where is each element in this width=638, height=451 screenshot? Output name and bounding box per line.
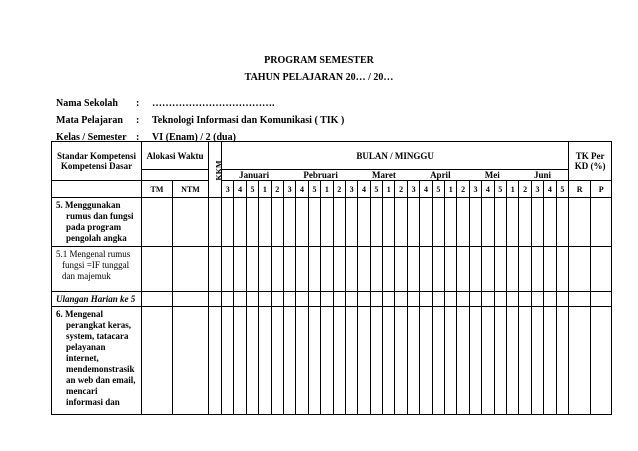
- grid-cell: [271, 247, 283, 292]
- standar-kompetensi-5: [52, 198, 142, 247]
- grid-cell: [482, 292, 494, 307]
- grid-cell: [345, 198, 357, 247]
- grid-cell: [445, 198, 457, 247]
- sk5-line: 5. Menggunakan: [56, 200, 121, 210]
- header-row-3: [52, 181, 612, 198]
- grid-cell: [457, 247, 469, 292]
- kd51-line: 5.1 Mengenal rumus: [56, 249, 131, 259]
- kompetensi-dasar-5-1: [52, 247, 142, 292]
- grid-cell: [259, 198, 271, 247]
- grid-cell: [591, 247, 612, 292]
- row-kd51: [52, 247, 612, 292]
- sk6-line: internet,: [66, 353, 99, 363]
- grid-cell: [445, 307, 457, 415]
- grid-cell: [283, 247, 295, 292]
- ulangan-harian-label: Ulangan Harian ke 5: [52, 292, 142, 307]
- grid-cell: [370, 307, 382, 415]
- week-number: 2: [395, 181, 407, 198]
- grid-cell: [296, 247, 308, 292]
- grid-cell: [544, 247, 556, 292]
- week-number: 3: [531, 181, 543, 198]
- grid-cell: [469, 307, 481, 415]
- sk6-line: mencari: [66, 386, 98, 396]
- sk6-line: mendemonstrasik: [66, 364, 135, 374]
- grid-cell: [519, 307, 531, 415]
- grid-cell: [142, 307, 173, 415]
- grid-cell: [246, 307, 258, 415]
- grid-cell: [142, 292, 173, 307]
- grid-cell: [407, 247, 419, 292]
- page-title: PROGRAM SEMESTER: [264, 55, 374, 66]
- grid-cell: [345, 247, 357, 292]
- grid-cell: [556, 292, 569, 307]
- week-number: 5: [370, 181, 382, 198]
- grid-cell: [271, 307, 283, 415]
- week-number: 3: [469, 181, 481, 198]
- week-number: 1: [507, 181, 519, 198]
- grid-cell: [544, 198, 556, 247]
- week-number: 2: [457, 181, 469, 198]
- months-list: [222, 170, 568, 180]
- grid-cell: [283, 198, 295, 247]
- grid-cell: [321, 198, 333, 247]
- week-number: 4: [296, 181, 308, 198]
- grid-cell: [222, 307, 234, 415]
- kkm-label: KKM: [214, 160, 224, 180]
- week-number: 2: [519, 181, 531, 198]
- sk5-line: pada program: [66, 222, 122, 232]
- grid-cell: [507, 198, 519, 247]
- grid-cell: [246, 198, 258, 247]
- bulan-minggu-header: BULAN / MINGGU: [222, 142, 569, 170]
- week-number: 5: [308, 181, 320, 198]
- grid-cell: [569, 198, 591, 247]
- tk-r-header: R: [569, 181, 591, 198]
- week-number: 4: [358, 181, 370, 198]
- week-number: 4: [544, 181, 556, 198]
- info-label: Kelas / Semester: [56, 132, 127, 143]
- week-number: 1: [445, 181, 457, 198]
- grid-cell: [420, 198, 432, 247]
- grid-cell: [519, 247, 531, 292]
- grid-cell: [494, 292, 506, 307]
- grid-cell: [370, 247, 382, 292]
- grid-cell: [271, 292, 283, 307]
- grid-cell: [142, 198, 173, 247]
- grid-cell: [591, 292, 612, 307]
- info-label: Nama Sekolah: [56, 98, 118, 109]
- grid-cell: [457, 198, 469, 247]
- grid-cell: [457, 307, 469, 415]
- month-label: Pebruari: [303, 170, 338, 180]
- info-value: Teknologi Informasi dan Komunikasi ( TIK ): [152, 115, 345, 126]
- grid-cell: [569, 292, 591, 307]
- grid-cell: [432, 198, 444, 247]
- week-number: 4: [420, 181, 432, 198]
- sk6-line: perangkat keras,: [66, 320, 131, 330]
- grid-cell: [234, 198, 246, 247]
- month-label: Maret: [372, 170, 396, 180]
- grid-cell: [308, 307, 320, 415]
- grid-cell: [283, 292, 295, 307]
- grid-cell: [591, 198, 612, 247]
- grid-cell: [556, 307, 569, 415]
- grid-cell: [296, 292, 308, 307]
- grid-cell: [246, 292, 258, 307]
- grid-cell: [432, 307, 444, 415]
- grid-cell: [296, 198, 308, 247]
- month-label: Mei: [484, 170, 500, 180]
- standar-kompetensi-6: [52, 307, 142, 415]
- grid-cell: [283, 307, 295, 415]
- grid-cell: [222, 198, 234, 247]
- grid-cell: [209, 198, 222, 247]
- grid-cell: [445, 292, 457, 307]
- tk-p-header: P: [591, 181, 612, 198]
- grid-cell: [482, 307, 494, 415]
- grid-cell: [370, 198, 382, 247]
- grid-cell: [507, 292, 519, 307]
- grid-cell: [370, 292, 382, 307]
- page-subtitle: TAHUN PELAJARAN 20… / 20…: [244, 72, 394, 83]
- grid-cell: [569, 247, 591, 292]
- grid-cell: [345, 292, 357, 307]
- grid-cell: [345, 307, 357, 415]
- grid-cell: [569, 307, 591, 415]
- info-value: ……………………………….: [152, 98, 275, 109]
- grid-cell: [407, 307, 419, 415]
- grid-cell: [407, 198, 419, 247]
- grid-cell: [432, 292, 444, 307]
- months-header: [222, 170, 569, 181]
- month-label: Juni: [533, 170, 551, 180]
- grid-cell: [531, 292, 543, 307]
- grid-cell: [383, 247, 395, 292]
- grid-cell: [531, 247, 543, 292]
- grid-cell: [420, 247, 432, 292]
- grid-cell: [222, 292, 234, 307]
- grid-cell: [494, 247, 506, 292]
- info-colon: :: [136, 132, 140, 143]
- week-number: 3: [222, 181, 234, 198]
- grid-cell: [395, 292, 407, 307]
- week-number: 3: [283, 181, 295, 198]
- grid-cell: [333, 307, 345, 415]
- week-number: 4: [234, 181, 246, 198]
- grid-cell: [321, 292, 333, 307]
- grid-cell: [259, 307, 271, 415]
- sk6-line: 6. Mengenal: [56, 309, 103, 319]
- grid-cell: [383, 292, 395, 307]
- month-label: Januari: [239, 170, 270, 180]
- kd51-line: dan majemuk: [62, 271, 111, 281]
- week-number: 3: [345, 181, 357, 198]
- grid-cell: [296, 307, 308, 415]
- kkm-header: [209, 142, 222, 198]
- grid-cell: [494, 198, 506, 247]
- sk6-line: informasi dan: [66, 397, 120, 407]
- grid-cell: [246, 247, 258, 292]
- alokasi-spacer: [142, 170, 209, 181]
- grid-cell: [321, 247, 333, 292]
- grid-cell: [333, 198, 345, 247]
- grid-cell: [358, 292, 370, 307]
- alokasi-waktu-header: Alokasi Waktu: [142, 142, 209, 170]
- grid-cell: [173, 247, 209, 292]
- grid-cell: [259, 292, 271, 307]
- grid-cell: [333, 292, 345, 307]
- grid-cell: [469, 198, 481, 247]
- grid-cell: [234, 292, 246, 307]
- week-number: 5: [246, 181, 258, 198]
- week-number: 1: [321, 181, 333, 198]
- sk6-line: an web dan email,: [66, 375, 136, 385]
- grid-cell: [259, 247, 271, 292]
- week-number: 5: [494, 181, 506, 198]
- grid-cell: [407, 292, 419, 307]
- row-sk5: [52, 198, 612, 247]
- month-label: April: [430, 170, 451, 180]
- grid-cell: [556, 247, 569, 292]
- sk6-line: system, tatacara: [66, 331, 129, 341]
- grid-cell: [173, 307, 209, 415]
- grid-cell: [445, 247, 457, 292]
- grid-cell: [519, 292, 531, 307]
- grid-cell: [556, 198, 569, 247]
- grid-cell: [432, 247, 444, 292]
- sk5-line: rumus dan fungsi: [66, 211, 134, 221]
- grid-cell: [222, 247, 234, 292]
- tm-header: TM: [142, 181, 173, 198]
- grid-cell: [209, 247, 222, 292]
- grid-cell: [209, 292, 222, 307]
- grid-cell: [173, 198, 209, 247]
- info-colon: :: [136, 98, 140, 109]
- week-number: 2: [333, 181, 345, 198]
- tk-per-kd-header: TK Per KD (%): [569, 142, 612, 181]
- grid-cell: [469, 247, 481, 292]
- grid-cell: [308, 247, 320, 292]
- week-number: 5: [556, 181, 569, 198]
- grid-cell: [395, 247, 407, 292]
- grid-cell: [469, 292, 481, 307]
- grid-cell: [383, 198, 395, 247]
- kd51-line: fungsi =IF tunggal: [62, 260, 130, 270]
- sk5-line: pengolah angka: [66, 233, 127, 243]
- grid-cell: [271, 198, 283, 247]
- grid-cell: [234, 247, 246, 292]
- info-label: Mata Pelajaran: [56, 115, 123, 126]
- week-number: 1: [383, 181, 395, 198]
- header-row-1: [52, 142, 612, 170]
- grid-cell: [531, 307, 543, 415]
- grid-cell: [142, 247, 173, 292]
- week-number: 4: [482, 181, 494, 198]
- grid-cell: [395, 198, 407, 247]
- week-number: 1: [259, 181, 271, 198]
- program-semester-table: [51, 141, 612, 415]
- grid-cell: [531, 198, 543, 247]
- grid-cell: [507, 247, 519, 292]
- grid-cell: [383, 307, 395, 415]
- grid-cell: [209, 307, 222, 415]
- grid-cell: [333, 247, 345, 292]
- grid-cell: [420, 307, 432, 415]
- grid-cell: [544, 292, 556, 307]
- row-sk6: [52, 307, 612, 415]
- standar-kompetensi-header: Standar Kompetensi Kompetensi Dasar: [52, 142, 142, 181]
- grid-cell: [420, 292, 432, 307]
- week-number: 5: [432, 181, 444, 198]
- grid-cell: [395, 307, 407, 415]
- grid-cell: [544, 307, 556, 415]
- grid-cell: [494, 307, 506, 415]
- grid-cell: [457, 292, 469, 307]
- grid-cell: [358, 247, 370, 292]
- grid-cell: [507, 307, 519, 415]
- grid-cell: [482, 247, 494, 292]
- grid-cell: [173, 292, 209, 307]
- grid-cell: [234, 307, 246, 415]
- week-number: 2: [271, 181, 283, 198]
- info-colon: :: [136, 115, 140, 126]
- ntm-header: NTM: [173, 181, 209, 198]
- week-number: 3: [407, 181, 419, 198]
- grid-cell: [358, 307, 370, 415]
- row-ulangan: [52, 292, 612, 307]
- sk6-line: pelayanan: [66, 342, 106, 352]
- grid-cell: [308, 292, 320, 307]
- grid-cell: [308, 198, 320, 247]
- blank-cell: [52, 181, 142, 198]
- grid-cell: [519, 198, 531, 247]
- info-value: VI (Enam) / 2 (dua): [152, 132, 236, 143]
- grid-cell: [321, 307, 333, 415]
- grid-cell: [591, 307, 612, 415]
- grid-cell: [482, 198, 494, 247]
- grid-cell: [358, 198, 370, 247]
